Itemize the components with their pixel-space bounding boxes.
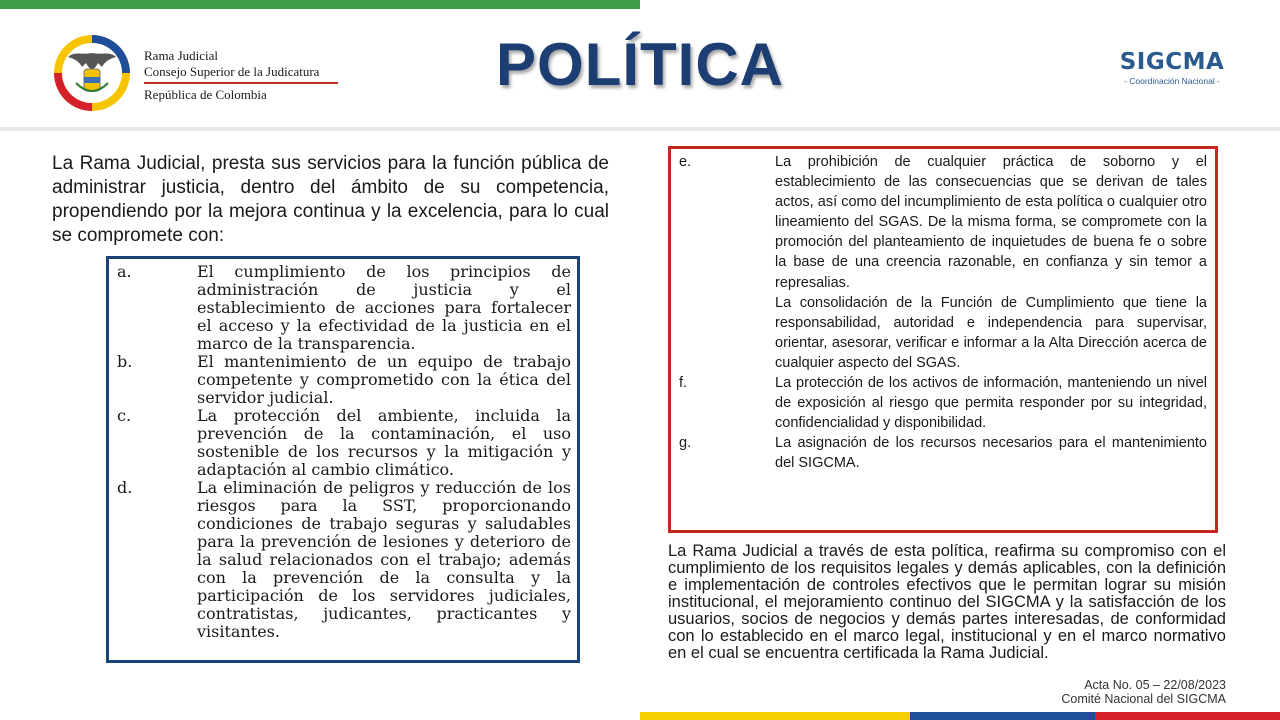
commitments-box-left bbox=[106, 256, 580, 663]
commitment-item-a bbox=[117, 263, 571, 353]
commitment-item-g bbox=[679, 433, 1207, 473]
flag-yellow-stripe bbox=[640, 712, 910, 720]
sigcma-name: SIGCMA bbox=[1119, 49, 1225, 75]
item-text: La protección de los activos de información, manteniendo un nivel de exposición al riesgo que permita responder por su integridad, confidencialidad y disponibilidad. bbox=[775, 375, 1207, 432]
footer-acta: Acta No. 05 – 22/08/2023 bbox=[1084, 678, 1226, 692]
top-green-bar bbox=[0, 0, 640, 9]
commitment-item-c bbox=[117, 407, 571, 479]
footer-note bbox=[1061, 678, 1226, 706]
closing-paragraph: La Rama Judicial a través de esta política, reafirma su compromiso con el cumplimiento de los requisitos legales y demás aplicables, con la definición e implementación de controles efectivos que le permitan lograr su misión institucional, el mejoramiento continuo del SIGCMA y la satisfacción de los usuarios, socios de negocios y demás partes interesadas, de conformidad con lo establecido en el marco legal, institucional y en el marco normativo en el cual se encuentra certificada la Rama Judicial. bbox=[668, 542, 1226, 662]
sigcma-subtitle: - Coordinación Nacional - bbox=[1124, 76, 1220, 86]
item-marker: d. bbox=[117, 478, 133, 497]
item-text: La consolidación de la Función de Cumplimiento que tiene la responsabilidad, autoridad e independencia para supervisar, orientar, asesorar, verificar e informar a la Alta Dirección acerca de cualquier aspecto del SGAS. bbox=[775, 294, 1207, 371]
commitment-item-f bbox=[679, 373, 1207, 433]
commitment-item-cumplimiento bbox=[679, 293, 1207, 373]
footer-comite: Comité Nacional del SIGCMA bbox=[1061, 692, 1226, 706]
item-marker: b. bbox=[117, 352, 133, 371]
flag-blue-stripe bbox=[910, 712, 1095, 720]
item-marker: f. bbox=[679, 375, 688, 392]
org-line-consejo: Consejo Superior de la Judicatura bbox=[144, 64, 320, 79]
sigcma-logo bbox=[1112, 48, 1232, 86]
item-marker: a. bbox=[117, 262, 132, 281]
item-text: El mantenimiento de un equipo de trabajo competente y comprometido con la ética del servidor judicial. bbox=[197, 352, 571, 407]
page-title: POLÍTICA bbox=[496, 31, 784, 98]
org-line-rama: Rama Judicial bbox=[144, 48, 219, 63]
item-text: El cumplimiento de los principios de administración de justicia y el establecimiento de acciones para fortalecer el acceso y la efectividad de la justicia en el marco de la transparencia. bbox=[197, 262, 571, 353]
item-text: La eliminación de peligros y reducción de los riesgos para la SST, proporcionando condiciones de trabajo seguras y saludables para la prevención de lesiones y deterioro de la salud relacionados con el trabajo; además con la prevención de la consulta y la participación de los servidores judiciales, contratistas, judicantes, practicantes y visitantes. bbox=[197, 478, 571, 641]
org-line-republica: República de Colombia bbox=[144, 87, 267, 102]
item-text: La prohibición de cualquier práctica de soborno y el establecimiento de las consecuencias que se derivan de tales actos, así como del incumplimiento de esta política o cualquier otro lineamiento del SGAS. De la misma forma, se compromete con la promoción del planteamiento de inquietudes de buena fe o sobre la base de una creencia razonable, en confianza y sin temor a represalias. bbox=[775, 154, 1207, 291]
commitment-item-b bbox=[117, 353, 571, 407]
commitment-item-e bbox=[679, 152, 1207, 293]
item-marker: e. bbox=[679, 154, 692, 170]
item-marker: c. bbox=[117, 406, 132, 425]
flag-color-bar bbox=[640, 712, 1280, 720]
intro-paragraph: La Rama Judicial, presta sus servicios para la función pública de administrar justicia, dentro del ámbito de su competencia, propendiendo por la mejora continua y la excelencia, para lo cual se compromete con: bbox=[52, 153, 609, 246]
commitments-box-right bbox=[668, 146, 1218, 533]
item-marker: g. bbox=[679, 435, 692, 452]
commitment-item-d bbox=[117, 479, 571, 641]
item-text: La asignación de los recursos necesarios para el mantenimiento del SIGCMA. bbox=[775, 435, 1207, 472]
header-divider bbox=[0, 127, 1280, 131]
item-marker bbox=[679, 293, 775, 373]
flag-red-stripe bbox=[1095, 712, 1280, 720]
item-text: La protección del ambiente, incluida la prevención de la contaminación, el uso sostenible de los recursos y la mitigación y adaptación al cambio climático. bbox=[197, 406, 571, 479]
